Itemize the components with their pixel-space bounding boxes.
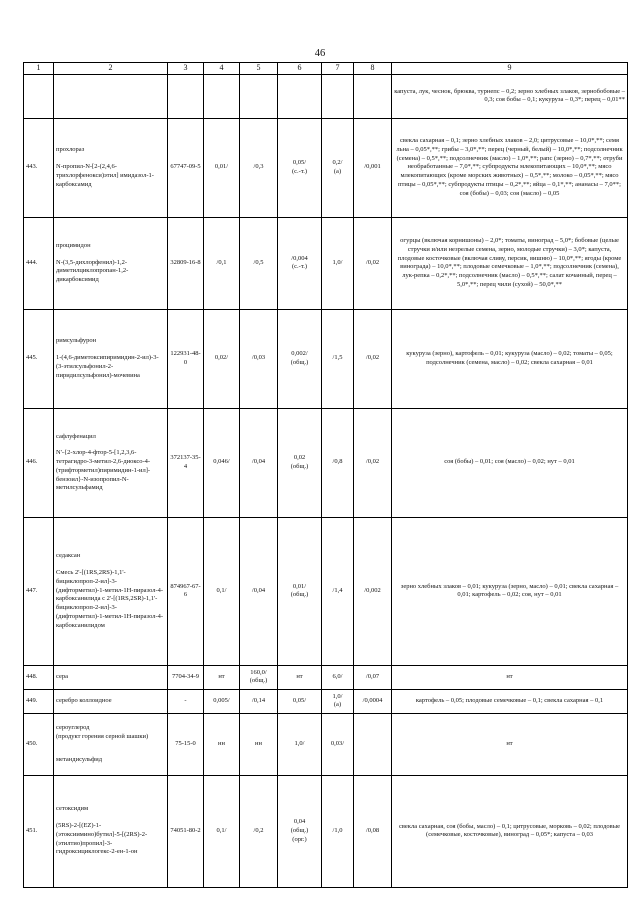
value-col5: нн xyxy=(240,713,278,775)
chemical-name: Смесь 2'-[(1RS,2RS)-1,1'-бициклопроп-2-ил]-3-(дифторметил)-1-метил-1H-пиразол-4-карбоксанилида с 2'-[(1RS,2SR)-1,1'-бициклопроп-2-ил]-3-(дифторметил)-1-метил-1H-пиразол-4-карбоксанилидом xyxy=(56,569,164,629)
value-col5: /0,03 xyxy=(240,309,278,408)
row-number: 450. xyxy=(24,713,54,775)
substance-name: серебро коллоидное xyxy=(56,696,112,704)
table-row xyxy=(24,217,628,309)
value-col8: /0,002 xyxy=(354,517,392,665)
column-header: 9 xyxy=(392,63,628,75)
value-col8 xyxy=(354,713,392,775)
table-row xyxy=(24,689,628,713)
cas-number: 372137-35-4 xyxy=(168,408,204,517)
substance-name: сероуглерод (продукт горения серной шашки) xyxy=(56,724,149,740)
table-row xyxy=(24,118,628,217)
value-col4: 0,02/ xyxy=(204,309,240,408)
substance-name: процимидон xyxy=(56,241,91,249)
residue-limits: свекла сахарная – 0,1; зерно хлебных злаков – 2,0; цитрусовые – 10,0*,**; семя льна – 0,05*,**; грибы – 3,0*,**; перец (черный, белый) – 10,0*,**; подсолнечник (семена) – 0,5*,**; подсолнечник (масло) – 1,0*,**; рапс (зерно) – 0,7*,**; отруби необработанные – 7,0*,**; субпродукты млекопитающих – 10,0*,**; мясо млекопитающих (кроме морских животных) – 0,5*,**; молоко – 0,05*,**; мясо птицы – 0,05*,**; субпродукты птицы – 0,2*,**; яйца – 0,1*,**; ананасы – 7,0**; соя (бобы) – 0,03; соя (масло) – 0,05 xyxy=(392,118,628,217)
value-col6: 0,05/ xyxy=(278,689,322,713)
value-col8: /0,07 xyxy=(354,665,392,689)
value-col8: /0,02 xyxy=(354,408,392,517)
value-col6: 0,05/ (с.-т.) xyxy=(278,118,322,217)
table-row xyxy=(24,713,628,775)
page-number: 46 xyxy=(314,48,326,59)
cas-number: 7704-34-9 xyxy=(168,665,204,689)
cas-number: - xyxy=(168,689,204,713)
cas-number: 75-15-0 xyxy=(168,713,204,775)
value-col6: 0,002/ (общ.) xyxy=(278,309,322,408)
regulation-table xyxy=(23,62,628,888)
substance-name: сафлуфенацил xyxy=(56,432,96,440)
value-col8: /0,02 xyxy=(354,309,392,408)
value-col6: 0,04 (общ.) (орг.) xyxy=(278,775,322,887)
value-col5: /0,3 xyxy=(240,118,278,217)
column-header: 6 xyxy=(278,63,322,75)
value-col6: 0,02 (общ.) xyxy=(278,408,322,517)
table-row xyxy=(24,775,628,887)
residue-limits: картофель – 0,05; плодовые семечковые – 0,1; свекла сахарная – 0,1 xyxy=(392,689,628,713)
row-number: 445. xyxy=(24,309,54,408)
value-col8: /0,08 xyxy=(354,775,392,887)
row-number: 443. xyxy=(24,118,54,217)
column-header: 2 xyxy=(54,63,168,75)
value-col4: нн xyxy=(204,713,240,775)
value-col7: /0,8 xyxy=(322,408,354,517)
value-col4: 0,046/ xyxy=(204,408,240,517)
value-col7: /1,4 xyxy=(322,517,354,665)
row-number: 451. xyxy=(24,775,54,887)
table-row xyxy=(24,309,628,408)
value-col5: /0,04 xyxy=(240,408,278,517)
value-col5: /0,04 xyxy=(240,517,278,665)
residue-limits: нт xyxy=(392,665,628,689)
chemical-name: (5RS)-2-[(EZ)-1-(этоксиимино)бутил]-5-[(2RS)-2-(этилтио)пропил]-3-гидроксициклогекс-2-ен-1-он xyxy=(56,822,148,856)
header-row xyxy=(24,63,628,75)
row-number: 449. xyxy=(24,689,54,713)
value-col7: 1,0/ xyxy=(322,217,354,309)
value-col7: 6,0/ xyxy=(322,665,354,689)
residue-limits: огурцы (включая корнишоны) – 2,0*; томаты, виноград – 5,0*; бобовые (целые стручки и/или незрелые семена, зерно, молодые стручки) – 3,0*; капуста, плодовые косточковые (включая сливу, персик, вишню) – 10,0*,**; ягоды (кроме винограда) – 10,0*,**; плодовые семечковые – 1,0*,**; подсолнечник (семена), лук-репка – 0,2*,**; подсолнечник (масло) – 0,5*,**; салат кочанный, перец – 5,0*,**; перец чили (сухой) – 50,0*,** xyxy=(392,217,628,309)
residue-limits: зерно хлебных злаков – 0,01; кукуруза (зерно, масло) – 0,01; свекла сахарная – 0,01; картофель – 0,02; соя, нут – 0,01 xyxy=(392,517,628,665)
substance-name: римсульфурон xyxy=(56,337,97,345)
residue-limits: свекла сахарная, соя (бобы, масло) – 0,1; цитрусовые, морковь – 0,02; плодовые (семечковые, косточковые), виноград – 0,05*; капуста – 0,03 xyxy=(392,775,628,887)
residue-limits: нт xyxy=(392,713,628,775)
value-col7: 0,03/ xyxy=(322,713,354,775)
cas-number: 874967-67-6 xyxy=(168,517,204,665)
value-col6: нт xyxy=(278,665,322,689)
cas-number: 74051-80-2 xyxy=(168,775,204,887)
substance-name: сетоксидим xyxy=(56,805,89,813)
value-col4: /0,1 xyxy=(204,217,240,309)
value-col8: /0,02 xyxy=(354,217,392,309)
row-number: 448. xyxy=(24,665,54,689)
substance-name: седаксан xyxy=(56,552,81,560)
value-col5: /0,14 xyxy=(240,689,278,713)
value-col8: /0,0004 xyxy=(354,689,392,713)
value-col5: /0,5 xyxy=(240,217,278,309)
substance-name: прохлораз xyxy=(56,146,85,154)
value-col8: /0,001 xyxy=(354,118,392,217)
chemical-name: N-пропил-N-[2-(2,4,6-трихлорфенокси)этил] имидазол-1-карбоксамид xyxy=(56,163,154,188)
cas-number: 67747-09-5 xyxy=(168,118,204,217)
value-col4: 0,1/ xyxy=(204,517,240,665)
chemical-name: N-(3,5-дихлорфенил)-1,2-диметилциклопропан-1,2-дикарбоксимид xyxy=(56,258,129,284)
value-col5: 160,0/ (общ.) xyxy=(240,665,278,689)
value-col4: 0,1/ xyxy=(204,775,240,887)
continuation-residues: капуста, лук, чеснок, брюква, турнепс – 0,2; зерно хлебных злаков, зернобобовые – 0,3; соя бобы – 0,1; кукуруза – 0,3*; перец – 0,01** xyxy=(392,74,628,118)
row-number: 446. xyxy=(24,408,54,517)
value-col7: /1,0 xyxy=(322,775,354,887)
residue-limits: соя (бобы) – 0,01; соя (масло) – 0,02; нут – 0,01 xyxy=(392,408,628,517)
value-col7: /1,5 xyxy=(322,309,354,408)
value-col7: 1,0/ (а) xyxy=(322,689,354,713)
table-row xyxy=(24,665,628,689)
cas-number: 122931-48-0 xyxy=(168,309,204,408)
value-col4: нт xyxy=(204,665,240,689)
value-col7: 0,2/ (а) xyxy=(322,118,354,217)
chemical-name: N'-{2-хлор-4-фтор-5-[1,2,3,6-тетрагидро-3-метил-2,6-диоксо-4-(трифторметил)пиримидин-1-ил]-бензоил}-N-изопропил-N-метилсульфамид xyxy=(56,449,151,492)
value-col4: 0,005/ xyxy=(204,689,240,713)
value-col4: 0,01/ xyxy=(204,118,240,217)
continuation-row xyxy=(24,74,628,118)
value-col6: 0,01/ (общ.) xyxy=(278,517,322,665)
value-col5: /0,2 xyxy=(240,775,278,887)
row-number: 447. xyxy=(24,517,54,665)
column-header: 7 xyxy=(322,63,354,75)
column-header: 8 xyxy=(354,63,392,75)
table-row xyxy=(24,517,628,665)
chemical-name: метандисульфид xyxy=(56,755,103,763)
column-header: 4 xyxy=(204,63,240,75)
row-number: 444. xyxy=(24,217,54,309)
value-col6: 1,0/ xyxy=(278,713,322,775)
residue-limits: кукуруза (зерно), картофель – 0,01; кукуруза (масло) – 0,02; томаты – 0,05; подсолнечник (семена, масло) – 0,02; свекла сахарная – 0,01 xyxy=(392,309,628,408)
column-header: 5 xyxy=(240,63,278,75)
table-row xyxy=(24,408,628,517)
value-col6: /0,004 (с.-т.) xyxy=(278,217,322,309)
cas-number: 32809-16-8 xyxy=(168,217,204,309)
column-header: 1 xyxy=(24,63,54,75)
chemical-name: 1-(4,6-диметоксипиримидин-2-ил)-3-(3-этилсульфонил-2-пиридилсульфонил)-мочевина xyxy=(56,354,159,379)
substance-name: сера xyxy=(56,672,68,680)
column-header: 3 xyxy=(168,63,204,75)
